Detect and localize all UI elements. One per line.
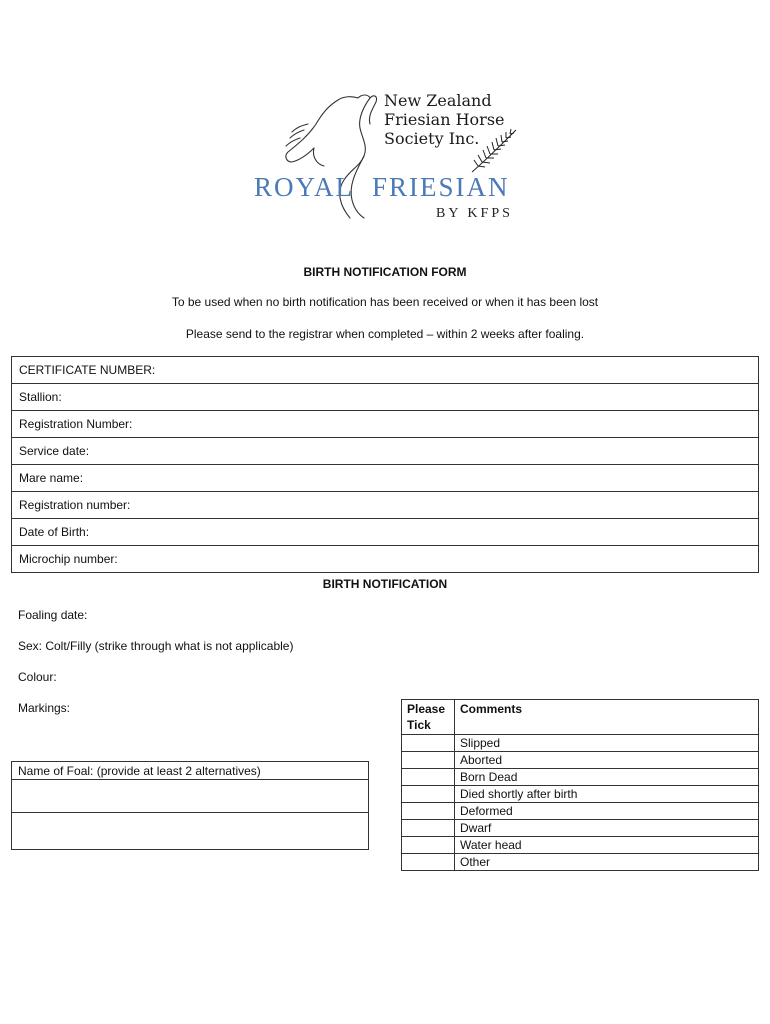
table-row <box>12 519 759 546</box>
table-row <box>402 820 759 837</box>
table-row <box>12 438 759 465</box>
table-row <box>402 786 759 803</box>
table-row <box>12 546 759 573</box>
service-date-field[interactable]: Service date: <box>12 438 759 465</box>
table-row <box>402 803 759 820</box>
outcome-born-dead: Born Dead <box>455 769 759 786</box>
form-instruction: Please send to the registrar when completed – within 2 weeks after foaling. <box>185 327 585 341</box>
date-of-birth-field[interactable]: Date of Birth: <box>12 519 759 546</box>
table-row <box>12 411 759 438</box>
society-logo <box>250 84 530 224</box>
stallion-registration-field[interactable]: Registration Number: <box>12 411 759 438</box>
table-row <box>12 813 369 850</box>
table-row <box>12 492 759 519</box>
mare-registration-field[interactable]: Registration number: <box>12 492 759 519</box>
please-tick-header: Please Tick <box>402 700 455 735</box>
birth-outcome-table <box>401 699 759 871</box>
tick-box-other[interactable] <box>402 854 455 871</box>
outcome-died-shortly: Died shortly after birth <box>455 786 759 803</box>
outcome-deformed: Deformed <box>455 803 759 820</box>
markings-label: Markings: <box>18 701 71 715</box>
table-row <box>402 735 759 752</box>
microchip-number-field[interactable]: Microchip number: <box>12 546 759 573</box>
table-row <box>402 752 759 769</box>
table-row <box>12 384 759 411</box>
table-row <box>12 780 369 813</box>
table-row <box>12 762 369 780</box>
outcome-dwarf: Dwarf <box>455 820 759 837</box>
org-name-line-2: Friesian Horse <box>384 110 505 129</box>
outcome-slipped: Slipped <box>455 735 759 752</box>
mare-name-field[interactable]: Mare name: <box>12 465 759 492</box>
table-header-row <box>402 700 759 735</box>
tick-box-aborted[interactable] <box>402 752 455 769</box>
foal-name-table <box>11 761 369 850</box>
table-row <box>12 465 759 492</box>
org-name-line-3: Society Inc. <box>384 129 480 148</box>
outcome-aborted: Aborted <box>455 752 759 769</box>
brand-royal: ROYAL <box>254 172 355 202</box>
colour-label: Colour: <box>18 670 57 684</box>
certificate-number-field[interactable]: CERTIFICATE NUMBER: <box>12 357 759 384</box>
foaling-date-label: Foaling date: <box>18 608 88 622</box>
outcome-water-head: Water head <box>455 837 759 854</box>
horse-details-table <box>11 356 759 573</box>
form-title: BIRTH NOTIFICATION FORM <box>303 265 467 279</box>
tick-box-water-head[interactable] <box>402 837 455 854</box>
comments-header: Comments <box>455 700 759 735</box>
table-row <box>402 837 759 854</box>
sex-label: Sex: Colt/Filly (strike through what is not applicable) <box>18 639 294 653</box>
table-row <box>402 854 759 871</box>
tick-box-born-dead[interactable] <box>402 769 455 786</box>
outcome-other: Other <box>455 854 759 871</box>
org-name-line-1: New Zealand <box>384 91 492 110</box>
foal-name-alternative-2[interactable] <box>12 813 369 850</box>
form-subtitle: To be used when no birth notification has been received or when it has been lost <box>171 295 599 309</box>
foal-name-label: Name of Foal: (provide at least 2 alternatives) <box>12 762 369 780</box>
tick-box-died-shortly[interactable] <box>402 786 455 803</box>
tick-box-dwarf[interactable] <box>402 820 455 837</box>
brand-friesian: FRIESIAN <box>372 172 510 202</box>
birth-notification-heading: BIRTH NOTIFICATION <box>322 577 448 591</box>
silver-fern-icon <box>468 126 520 174</box>
stallion-field[interactable]: Stallion: <box>12 384 759 411</box>
foal-name-alternative-1[interactable] <box>12 780 369 813</box>
tick-box-slipped[interactable] <box>402 735 455 752</box>
table-row <box>402 769 759 786</box>
tick-box-deformed[interactable] <box>402 803 455 820</box>
brand-by-kfps: BY KFPS <box>436 206 513 221</box>
table-row <box>12 357 759 384</box>
